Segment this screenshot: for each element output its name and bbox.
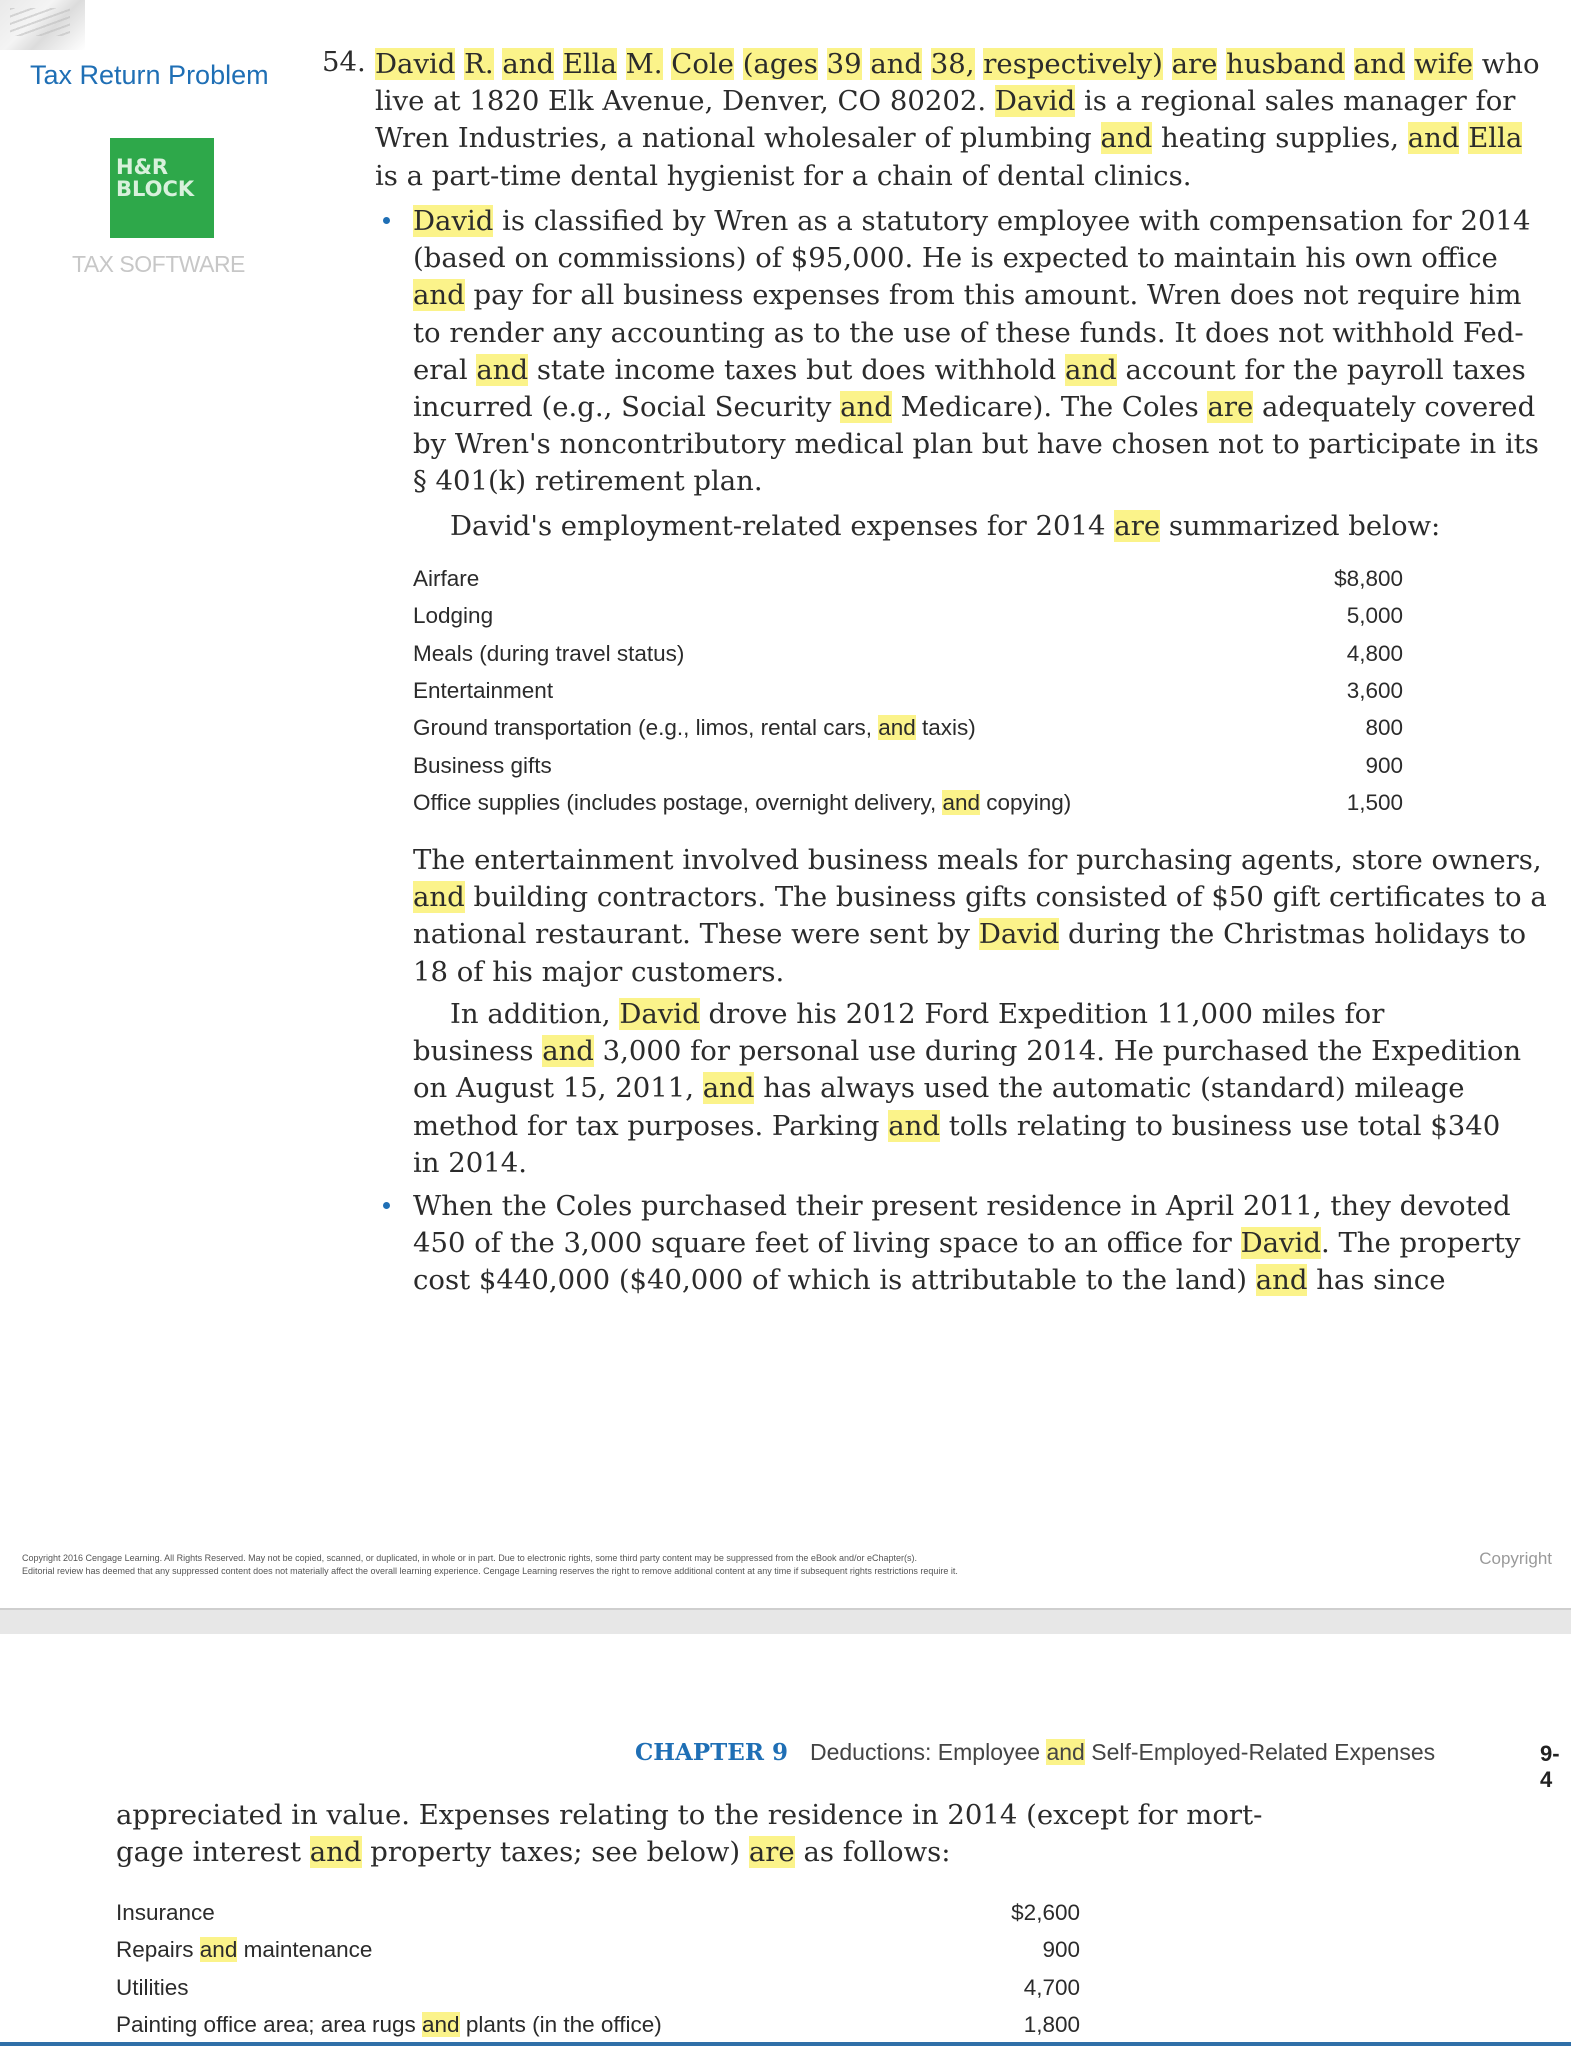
bottom-rule xyxy=(0,2042,1571,2046)
highlighted-word: are xyxy=(748,1836,795,1869)
highlighted-word: and xyxy=(309,1836,362,1869)
highlighted-word: David xyxy=(375,48,456,80)
bullet2-line: 450 of the 3,000 square feet of living space to an office for David. The property xyxy=(413,1227,1521,1260)
bullet1-line: § 401(k) retirement plan. xyxy=(413,465,763,498)
logo-line1: H&R xyxy=(116,155,169,179)
bullet1-line: David is classified by Wren as a statutory employee with compensation for 2014 xyxy=(413,205,1531,237)
highlighted-word: R. xyxy=(464,48,494,80)
entertainment-paragraph xyxy=(413,842,1547,991)
highlighted-word: are xyxy=(1171,48,1218,80)
residence-expenses-table xyxy=(116,1900,1080,2040)
bullet2-line: cost $440,000 ($40,000 of which is attributable to the land) and has since xyxy=(413,1264,1446,1297)
highlighted-word: and xyxy=(1100,122,1153,155)
highlighted-word: and xyxy=(1353,48,1406,80)
expense-amount: 4,700 xyxy=(1023,1974,1080,2000)
copyright-tail: Copyright xyxy=(1479,1552,1552,1568)
expense-label: Office supplies (includes postage, overnight delivery, and copying) xyxy=(413,789,1072,815)
expense-amount: 1,500 xyxy=(1346,789,1403,815)
bullet-icon xyxy=(383,1202,390,1209)
highlighted-word: 38, xyxy=(930,48,975,80)
highlighted-word: and xyxy=(1255,1264,1308,1297)
highlighted-word: Cole xyxy=(671,48,734,80)
highlighted-word: David xyxy=(978,918,1060,951)
auto-line: method for tax purposes. Parking and tolls relating to business use total $340 xyxy=(413,1109,1501,1142)
page-number: 9-4 xyxy=(1540,1741,1560,1792)
intro-line: live at 1820 Elk Avenue, Denver, CO 80202. David is a regional sales manager for xyxy=(375,85,1516,118)
highlighted-word: and xyxy=(422,2011,460,2037)
highlighted-word: wife xyxy=(1414,48,1474,80)
highlighted-word: (ages xyxy=(742,48,818,80)
copyright-line2: Editorial review has deemed that any suppressed content does not materially affect the overall learning experience. Cengage Learning reserves the right to remove additional content at any time if subsequent rights restrictions require it. xyxy=(22,1566,958,1576)
entertainment-line: and building contractors. The business gifts consisted of $50 gift certificates to a xyxy=(413,881,1547,914)
highlighted-word: David xyxy=(994,85,1076,118)
highlighted-word: and xyxy=(476,353,529,386)
highlighted-word: and xyxy=(878,715,916,741)
highlighted-word: respectively) xyxy=(983,48,1163,80)
auto-line: In addition, David drove his 2012 Ford Expedition 11,000 miles for xyxy=(450,998,1385,1030)
expense-label: Ground transportation (e.g., limos, rental cars, and taxis) xyxy=(413,715,976,741)
highlighted-word: and xyxy=(413,881,465,914)
highlighted-word: and xyxy=(942,789,980,815)
problem-intro xyxy=(375,46,1540,195)
chapter-header xyxy=(635,1739,1435,1766)
continuation-line: appreciated in value. Expenses relating to the residence in 2014 (except for mort- xyxy=(116,1799,1263,1831)
expense-amount: 900 xyxy=(1365,752,1403,778)
expense-label: Lodging xyxy=(413,603,494,629)
bullet1-line: and pay for all business expenses from this amount. Wren does not require him xyxy=(413,279,1522,312)
auto-line: in 2014. xyxy=(413,1146,527,1179)
bullet1-line: incurred (e.g., Social Security and Medicare). The Coles are adequately covered xyxy=(413,391,1536,424)
highlighted-word: 39 xyxy=(826,48,862,80)
auto-line: on August 15, 2011, and has always used the automatic (standard) mileage xyxy=(413,1072,1465,1105)
entertainment-line: 18 of his major customers. xyxy=(413,955,785,988)
entertainment-line: national restaurant. These were sent by David during the Christmas holidays to xyxy=(413,918,1527,951)
expense-label: Painting office area; area rugs and plants (in the office) xyxy=(116,2011,662,2037)
bullet1-line: (based on commissions) of $95,000. He is expected to maintain his own office xyxy=(413,242,1498,275)
highlighted-word: and xyxy=(840,391,892,424)
bullet1-line: eral and state income taxes but does withhold and account for the payroll taxes xyxy=(413,353,1526,386)
logo-subtitle: TAX SOFTWARE xyxy=(72,251,245,277)
highlighted-word: and xyxy=(870,48,923,80)
expense-amount: 900 xyxy=(1042,1937,1080,1963)
expense-amount: 3,600 xyxy=(1346,677,1403,703)
highlighted-word: and xyxy=(1046,1739,1085,1765)
bullet2-text xyxy=(413,1188,1521,1300)
intro-line: Wren Industries, a national wholesaler of plumbing and heating supplies, and Ella xyxy=(375,122,1523,155)
expense-amount: $2,600 xyxy=(1011,1900,1080,1925)
highlighted-word: and xyxy=(702,1072,755,1105)
highlighted-word: and xyxy=(1065,353,1117,386)
continuation-line: gage interest and property taxes; see below) are as follows: xyxy=(116,1836,951,1869)
highlighted-word: David xyxy=(619,998,700,1030)
expenses-intro-line: David's employment-related expenses for 2014 are summarized below: xyxy=(450,510,1441,542)
highlighted-word: and xyxy=(199,1937,238,1963)
highlighted-word: are xyxy=(1114,510,1161,542)
entertainment-line: The entertainment involved business meals for purchasing agents, store owners, xyxy=(413,844,1542,876)
highlighted-word: are xyxy=(1207,391,1254,424)
intro-line: is a part-time dental hygienist for a chain of dental clinics. xyxy=(375,159,1192,192)
intro-line: David R. and Ella M. Cole (ages 39 and 38, respectively) are husband and wife who xyxy=(375,48,1540,80)
problem-number: 54. xyxy=(322,46,366,78)
bullet1-line: by Wren's noncontributory medical plan but have chosen not to participate in its xyxy=(413,428,1539,461)
hr-block-logo xyxy=(72,138,245,277)
expense-amount: 4,800 xyxy=(1346,640,1403,666)
expense-label: Utilities xyxy=(116,1974,189,2000)
corner-graphic xyxy=(0,0,85,50)
expense-label: Airfare xyxy=(413,566,480,591)
chapter-title: Deductions: Employee and Self-Employed-Related Expenses xyxy=(809,1739,1436,1765)
expenses-intro xyxy=(450,508,1490,545)
bullet1-text xyxy=(413,203,1539,501)
highlighted-word: and xyxy=(1407,122,1460,155)
highlighted-word: and xyxy=(888,1109,940,1142)
page-divider xyxy=(0,1608,1571,1634)
expense-amount: 5,000 xyxy=(1346,603,1403,629)
bullet2-line: When the Coles purchased their present residence in April 2011, they devoted xyxy=(413,1190,1511,1222)
highlighted-word: and xyxy=(502,48,555,80)
hr-block-logo-box xyxy=(110,138,214,238)
highlighted-word: David xyxy=(1240,1227,1321,1260)
highlighted-word: and xyxy=(542,1035,594,1068)
highlighted-word: and xyxy=(413,279,465,312)
copyright-line1: Copyright 2016 Cengage Learning. All Rights Reserved. May not be copied, scanned, or duplicated, in whole or in part. Due to electronic rights, some third party content may be suppressed from the eBook and/or eChapter(s). xyxy=(22,1553,917,1563)
expense-label: Meals (during travel status) xyxy=(413,640,685,666)
highlighted-word: Ella xyxy=(562,48,617,80)
expense-label: Entertainment xyxy=(413,677,554,703)
expense-amount: 800 xyxy=(1365,715,1403,741)
logo-line2: BLOCK xyxy=(116,177,195,201)
expense-label: Repairs and maintenance xyxy=(116,1937,373,1963)
expense-label: Business gifts xyxy=(413,752,552,778)
expense-amount: 1,800 xyxy=(1023,2011,1080,2037)
chapter-number: CHAPTER 9 xyxy=(635,1739,788,1766)
highlighted-word: David xyxy=(413,205,494,237)
bullet-icon xyxy=(383,217,390,224)
copyright-notice xyxy=(22,1552,1552,1578)
expense-amount: $8,800 xyxy=(1334,566,1403,591)
highlighted-word: husband xyxy=(1226,48,1345,80)
employment-expenses-table xyxy=(413,566,1493,826)
highlighted-word: Ella xyxy=(1468,122,1523,155)
highlighted-word: M. xyxy=(625,48,663,80)
continuation-paragraph xyxy=(116,1797,1263,1871)
expense-label: Insurance xyxy=(116,1900,215,1925)
auto-paragraph xyxy=(413,996,1522,1182)
auto-line: business and 3,000 for personal use during 2014. He purchased the Expedition xyxy=(413,1035,1522,1068)
bullet1-line: to render any accounting as to the use of these funds. It does not withhold Fed- xyxy=(413,316,1524,349)
tax-return-problem-label: Tax Return Problem xyxy=(30,60,269,90)
